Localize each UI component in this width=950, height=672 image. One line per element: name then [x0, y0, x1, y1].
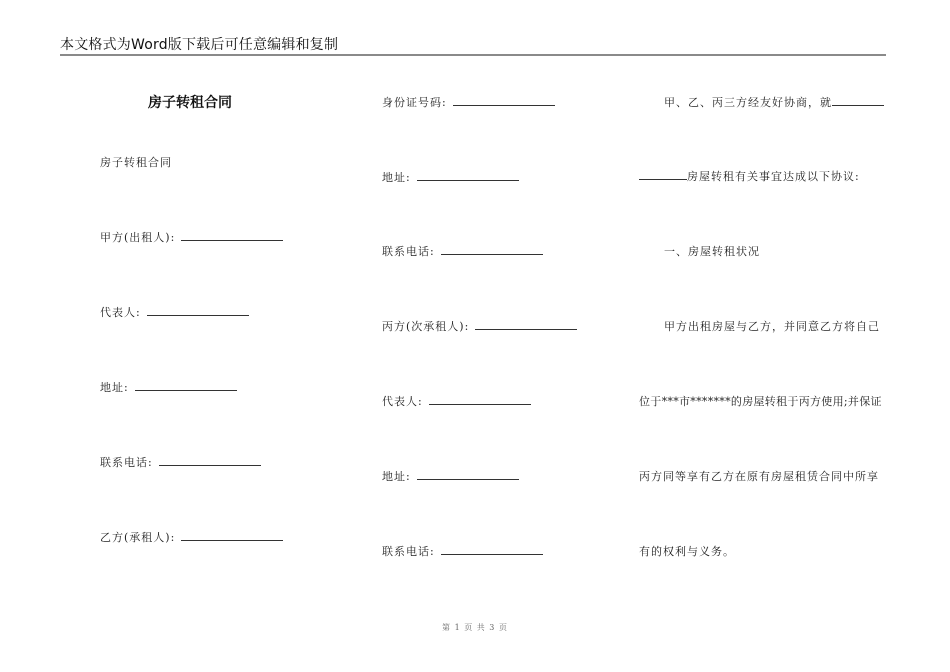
- party-a-phone-field: 联系电话:: [100, 454, 261, 470]
- party-a-field: 甲方(出租人):: [100, 229, 283, 245]
- party-c-field: 丙方(次承租人):: [382, 318, 577, 334]
- party-b-phone-blank[interactable]: [441, 253, 543, 255]
- agreement-subject-blank[interactable]: [832, 104, 884, 106]
- agreement-subject-blank-cont[interactable]: [639, 178, 687, 180]
- party-b-field: 乙方(承租人):: [100, 529, 283, 545]
- clause-text-line2: 位于***市*******的房屋转租于丙方使用;并保证: [639, 395, 882, 408]
- section-heading-1: 一、房屋转租状况: [664, 245, 760, 258]
- party-c-address-blank[interactable]: [417, 478, 519, 480]
- clause-text-line3: 丙方同等享有乙方在原有房屋租赁合同中所享: [639, 470, 879, 483]
- party-c-representative-field: 代表人:: [382, 393, 531, 409]
- party-a-representative-field: 代表人:: [100, 304, 249, 320]
- party-b-phone-field: 联系电话:: [382, 243, 543, 259]
- clause-text-line1: 甲方出租房屋与乙方，并同意乙方将自己: [664, 320, 880, 333]
- agreement-intro-line2: 房屋转租有关事宜达成以下协议:: [639, 168, 860, 184]
- agreement-intro-line1: 甲、乙、丙三方经友好协商，就: [664, 94, 884, 110]
- party-b-address-blank[interactable]: [417, 179, 519, 181]
- party-b-id-field: 身份证号码:: [382, 94, 555, 110]
- page-number: 第 1 页 共 3 页: [442, 623, 508, 632]
- party-a-representative-blank[interactable]: [147, 314, 249, 316]
- party-c-phone-field: 联系电话:: [382, 543, 543, 559]
- subtitle-text: 房子转租合同: [100, 156, 172, 169]
- party-c-address-field: 地址:: [382, 468, 519, 484]
- party-a-address-field: 地址:: [100, 379, 237, 395]
- party-c-representative-blank[interactable]: [429, 403, 531, 405]
- header-text: 本文格式为Word版下载后可任意编辑和复制: [60, 37, 339, 53]
- party-b-address-field: 地址:: [382, 169, 519, 185]
- page-header: [60, 34, 886, 56]
- party-b-id-blank[interactable]: [453, 104, 555, 106]
- party-a-blank[interactable]: [181, 239, 283, 241]
- party-b-blank[interactable]: [181, 539, 283, 541]
- document-title: 房子转租合同: [148, 95, 232, 111]
- party-a-address-blank[interactable]: [135, 389, 237, 391]
- party-c-phone-blank[interactable]: [441, 553, 543, 555]
- clause-text-line4: 有的权利与义务。: [639, 545, 735, 558]
- party-c-blank[interactable]: [475, 328, 577, 330]
- party-a-phone-blank[interactable]: [159, 464, 261, 466]
